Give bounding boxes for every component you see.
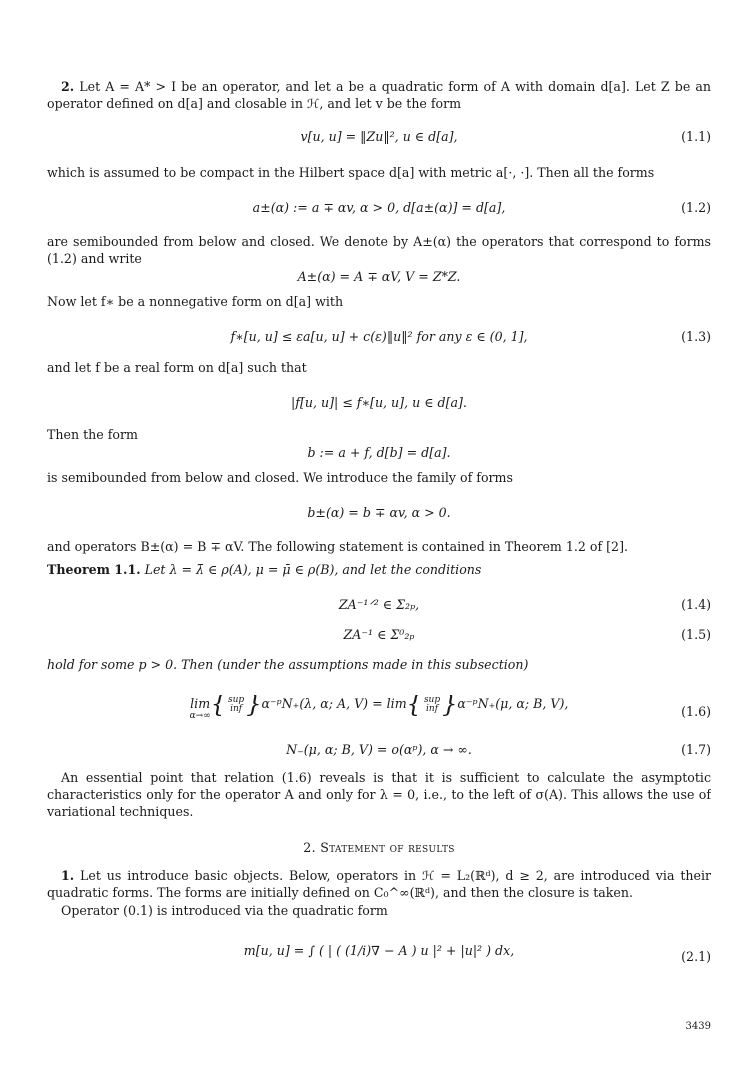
equation-left-side: m[u, u] = bbox=[243, 943, 305, 958]
paragraph-operators-b: and operators B±(α) = B ∓ αV. The following statement is contained in Theorem 1.2 of [2]. bbox=[47, 539, 628, 554]
paragraph-text: Let us introduce basic objects. Below, operators in ℋ = L₂(ℝᵈ), d ≥ 2, are introduced via their quadratic forms. The forms are initially defined on C₀^∞(ℝᵈ), and then the closure is taken. bbox=[47, 868, 711, 900]
paragraph-real-form: and let f be a real form on d[a] such that bbox=[47, 360, 307, 375]
paragraph-family: is semibounded from below and closed. We introduce the family of forms bbox=[47, 470, 513, 485]
inf-text: inf bbox=[426, 703, 439, 714]
sup-text: sup bbox=[228, 695, 245, 705]
equation-left-side: α⁻ᵖN₊(λ, α; A, V) = lim bbox=[261, 696, 407, 711]
item-number: 1. bbox=[61, 868, 75, 883]
equation-body bbox=[244, 942, 514, 959]
left-brace: { bbox=[406, 695, 422, 718]
equation-2-1 bbox=[47, 942, 711, 972]
paragraph-compact: which is assumed to be compact in the Hilbert space d[a] with metric a[·, ·]. Then all the forms bbox=[47, 165, 655, 180]
equation-body: b±(α) = b ∓ αv, α > 0. bbox=[307, 505, 451, 520]
equation-number: (1.2) bbox=[681, 200, 711, 215]
sup-text: sup bbox=[423, 695, 441, 705]
paragraph-essential: An essential point that relation (1.6) reveals is that it is sufficient to calculate the asymptotic characteristics only for the operator A and only for λ = 0, i.e., to the left of σ(A). This allows the use of variational techniques. bbox=[47, 770, 711, 819]
equation-number: (1.1) bbox=[681, 129, 711, 144]
equation-1-4 bbox=[47, 596, 711, 613]
equation-1-1 bbox=[47, 128, 711, 145]
paragraph-semibounded: are semibounded from below and closed. We denote by A±(α) the operators that correspond to forms (1.2) and write bbox=[47, 234, 711, 266]
equation-1-2 bbox=[47, 199, 711, 216]
equation-body: f∗[u, u] ≤ εa[u, u] + c(ε)‖u‖² for any ε ∈ (0, 1], bbox=[230, 329, 528, 344]
equation-body: A±(α) = A ∓ αV, V = Z*Z. bbox=[297, 269, 461, 284]
equation-operators-a bbox=[47, 268, 711, 285]
equation-1-3 bbox=[47, 328, 711, 345]
theorem-label: Theorem 1.1. bbox=[47, 562, 141, 577]
equation-number: (1.6) bbox=[681, 704, 711, 719]
equation-number: (1.3) bbox=[681, 329, 711, 344]
right-brace: } bbox=[442, 695, 458, 718]
equation-1-5 bbox=[47, 626, 711, 643]
equation-body bbox=[190, 695, 569, 721]
equation-body: a±(α) := a ∓ αv, α > 0, d[a±(α)] = d[a], bbox=[252, 200, 506, 215]
equation-body: v[u, u] = ‖Zu‖², u ∈ d[a], bbox=[300, 129, 458, 144]
equation-f-bound bbox=[47, 394, 711, 411]
equation-body: ZA⁻¹ᐟ² ∈ Σ₂ₚ, bbox=[338, 597, 420, 612]
equation-1-6 bbox=[47, 695, 711, 735]
paragraph-operator-01: Operator (0.1) is introduced via the quadratic form bbox=[61, 903, 388, 918]
inf-text: inf bbox=[230, 703, 243, 714]
paragraph-item-1 bbox=[47, 867, 711, 901]
equation-number: (2.1) bbox=[681, 949, 711, 964]
right-brace: } bbox=[246, 695, 262, 718]
equation-right-side: α⁻ᵖN₊(μ, α; B, V), bbox=[457, 696, 569, 711]
equation-body: b := a + f, d[b] = d[a]. bbox=[307, 445, 451, 460]
equation-number: (1.5) bbox=[681, 627, 711, 642]
paragraph-text: Let A = A* > I be an operator, and let a be a quadratic form of A with domain d[a]. Let Z be an operator defined on d[a] and closable in ℋ, and let v be the form bbox=[47, 79, 711, 111]
lim-text: lim bbox=[190, 696, 211, 711]
equation-body: ZA⁻¹ ∈ Σ⁰₂ₚ bbox=[343, 627, 415, 642]
sup-inf-stack bbox=[228, 696, 244, 714]
paragraph-item-2 bbox=[47, 78, 711, 112]
left-brace: { bbox=[210, 695, 226, 718]
paragraph-then-form: Then the form bbox=[47, 427, 138, 442]
section-heading: 2. Statement of results bbox=[303, 840, 455, 855]
equation-number: (1.4) bbox=[681, 597, 711, 612]
sup-inf-stack bbox=[424, 696, 440, 714]
paragraph-fstar: Now let f∗ be a nonnegative form on d[a] with bbox=[47, 294, 344, 309]
equation-body: N₋(μ, α; B, V) = o(αᵖ), α → ∞. bbox=[286, 742, 472, 757]
theorem-1-1 bbox=[47, 561, 711, 578]
limit-left bbox=[190, 695, 211, 721]
page-number: 3439 bbox=[685, 1021, 711, 1032]
theorem-text: Let λ = λ̄ ∈ ρ(A), μ = μ̄ ∈ ρ(B), and let the conditions bbox=[144, 562, 482, 577]
lim-subscript: α→∞ bbox=[189, 711, 211, 721]
equation-right-side: ∫ ( | ( (1/i)∇ − A ) u |² + |u|² ) dx, bbox=[308, 943, 515, 958]
equation-b bbox=[47, 444, 711, 461]
equation-b-pm bbox=[47, 504, 711, 521]
equation-1-7 bbox=[47, 741, 711, 758]
item-number: 2. bbox=[61, 79, 75, 94]
equation-body: |f[u, u]| ≤ f∗[u, u], u ∈ d[a]. bbox=[291, 395, 467, 410]
equation-number: (1.7) bbox=[681, 742, 711, 757]
paragraph-hold: hold for some p > 0. Then (under the assumptions made in this subsection) bbox=[47, 657, 529, 672]
